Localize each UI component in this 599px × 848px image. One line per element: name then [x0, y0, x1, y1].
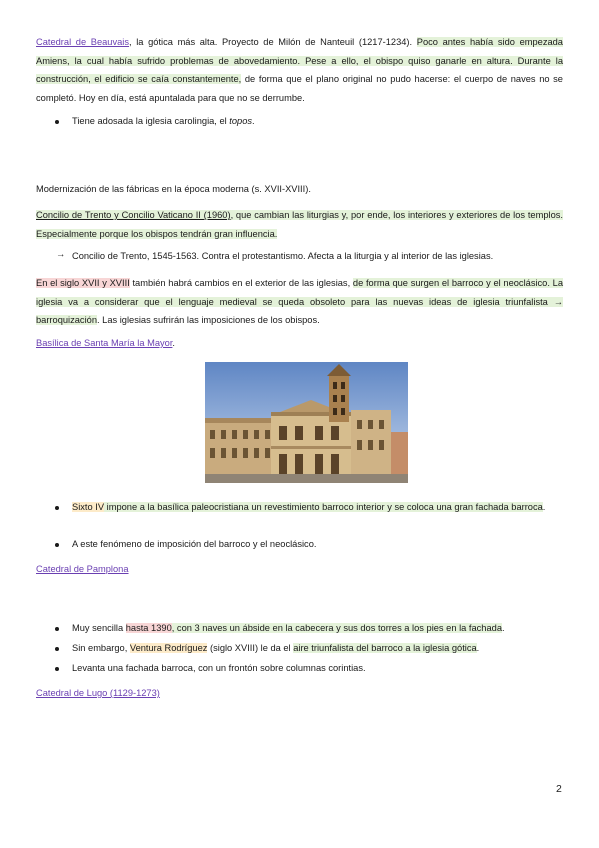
list-item-muy-sencilla [72, 619, 563, 638]
list-item-trento: Concilio de Trento, 1545-1563. Contra el protestantismo. Afecta a la liturgia y al interior de las iglesias. [72, 251, 494, 261]
text: . [476, 643, 480, 653]
link-catedral-lugo[interactable]: Catedral de Lugo (1129-1273) [36, 688, 160, 698]
link-catedral-pamplona[interactable]: Catedral de Pamplona [36, 564, 129, 574]
list-item-carolingia [72, 112, 563, 131]
highlight-green: aire triunfalista del barroco a la iglesia gótica [293, 643, 477, 653]
basilica-photo [205, 362, 408, 483]
text: Sin embargo, [72, 643, 130, 653]
text: de forma que el plano original no pudo hacerse: el cuerpo de naves no se completó. Hoy en día, está apuntalada para que no se derrumbe. [36, 74, 563, 103]
section-heading-modernizacion: Modernización de las fábricas en la época moderna (s. XVII-XVIII). [36, 184, 311, 194]
text: también habrá cambios en el exterior de las iglesias, [129, 278, 353, 288]
highlight-green: , que cambian las liturgias y, por ende, los interiores y exteriores de los templos. Especialmente porque los obispos tendrán gran influencia. [36, 210, 563, 239]
list-item-sixto-iv [72, 498, 563, 517]
bullet-icon [55, 667, 59, 671]
text: Tiene adosada la iglesia carolingia, el [72, 116, 230, 126]
text: , la gótica más alta. Proyecto de Milón de Nanteuil (1217-1234). [129, 37, 417, 47]
highlight-green: Poco antes había sido empezada Amiens, la cual había sufrido problemas de abovedamiento. Pese a ello, el obispo quiso ganarle en altura. Durante la construcción, el edificio se caía constantemente, [36, 37, 563, 85]
italic-text: topos [229, 116, 253, 126]
text: . Las iglesias sufrirán las imposiciones de los obispos. [96, 315, 320, 326]
arrow-icon: → [56, 249, 66, 259]
text: . [542, 502, 546, 512]
list-item-fachada-barroca: Levanta una fachada barroca, con un frontón sobre columnas corintias. [72, 663, 366, 673]
paragraph-lugo-link [36, 684, 563, 703]
text: (siglo XVIII) le da el [207, 643, 294, 653]
bullet-icon [55, 543, 59, 547]
bullet-icon [55, 647, 59, 651]
bullet-icon [55, 627, 59, 631]
list-item-ventura-rodriguez [72, 639, 563, 658]
paragraph-concilios [36, 206, 563, 243]
link-basilica-santa-maria[interactable]: Basílica de Santa María la Mayor [36, 338, 173, 348]
page-number: 2 [556, 783, 562, 795]
paragraph-beauvais [36, 33, 563, 107]
highlight-green: , con 3 naves un ábside en la cabecera y sus dos torres a los pies en la fachada [171, 623, 502, 633]
list-item-fenomeno: A este fenómeno de imposición del barroco y el neoclásico. [72, 539, 317, 549]
highlight-green: de forma que surgen el barroco y el neoclásico. La iglesia va a considerar que el lenguaje medieval se queda obsoleto para las nuevas ideas de iglesia triunfalista → barroquización [36, 278, 563, 326]
basilica-illustration [205, 362, 408, 483]
highlight-orange: Sixto IV [72, 502, 105, 512]
highlight-orange: Ventura Rodríguez [129, 643, 208, 653]
paragraph-basilica-link [36, 334, 563, 353]
highlight-green: impone a la basílica paleocristiana un revestimiento barroco interior y se coloca una gran fachada barroca [104, 502, 543, 512]
text: . [502, 623, 505, 633]
text: . [172, 338, 176, 348]
text: Muy sencilla [72, 623, 126, 633]
link-concilios[interactable]: Concilio de Trento y Concilio Vaticano II (1960) [36, 210, 231, 220]
paragraph-pamplona-link [36, 560, 563, 579]
highlight-red: En el siglo XVII y XVIII [36, 278, 130, 288]
text: . [252, 116, 255, 126]
bullet-icon [55, 120, 59, 124]
link-catedral-beauvais[interactable]: Catedral de Beauvais [36, 37, 130, 47]
bullet-icon [55, 506, 59, 510]
paragraph-siglo-xvii [36, 274, 563, 330]
highlight-red: hasta 1390 [125, 623, 172, 633]
